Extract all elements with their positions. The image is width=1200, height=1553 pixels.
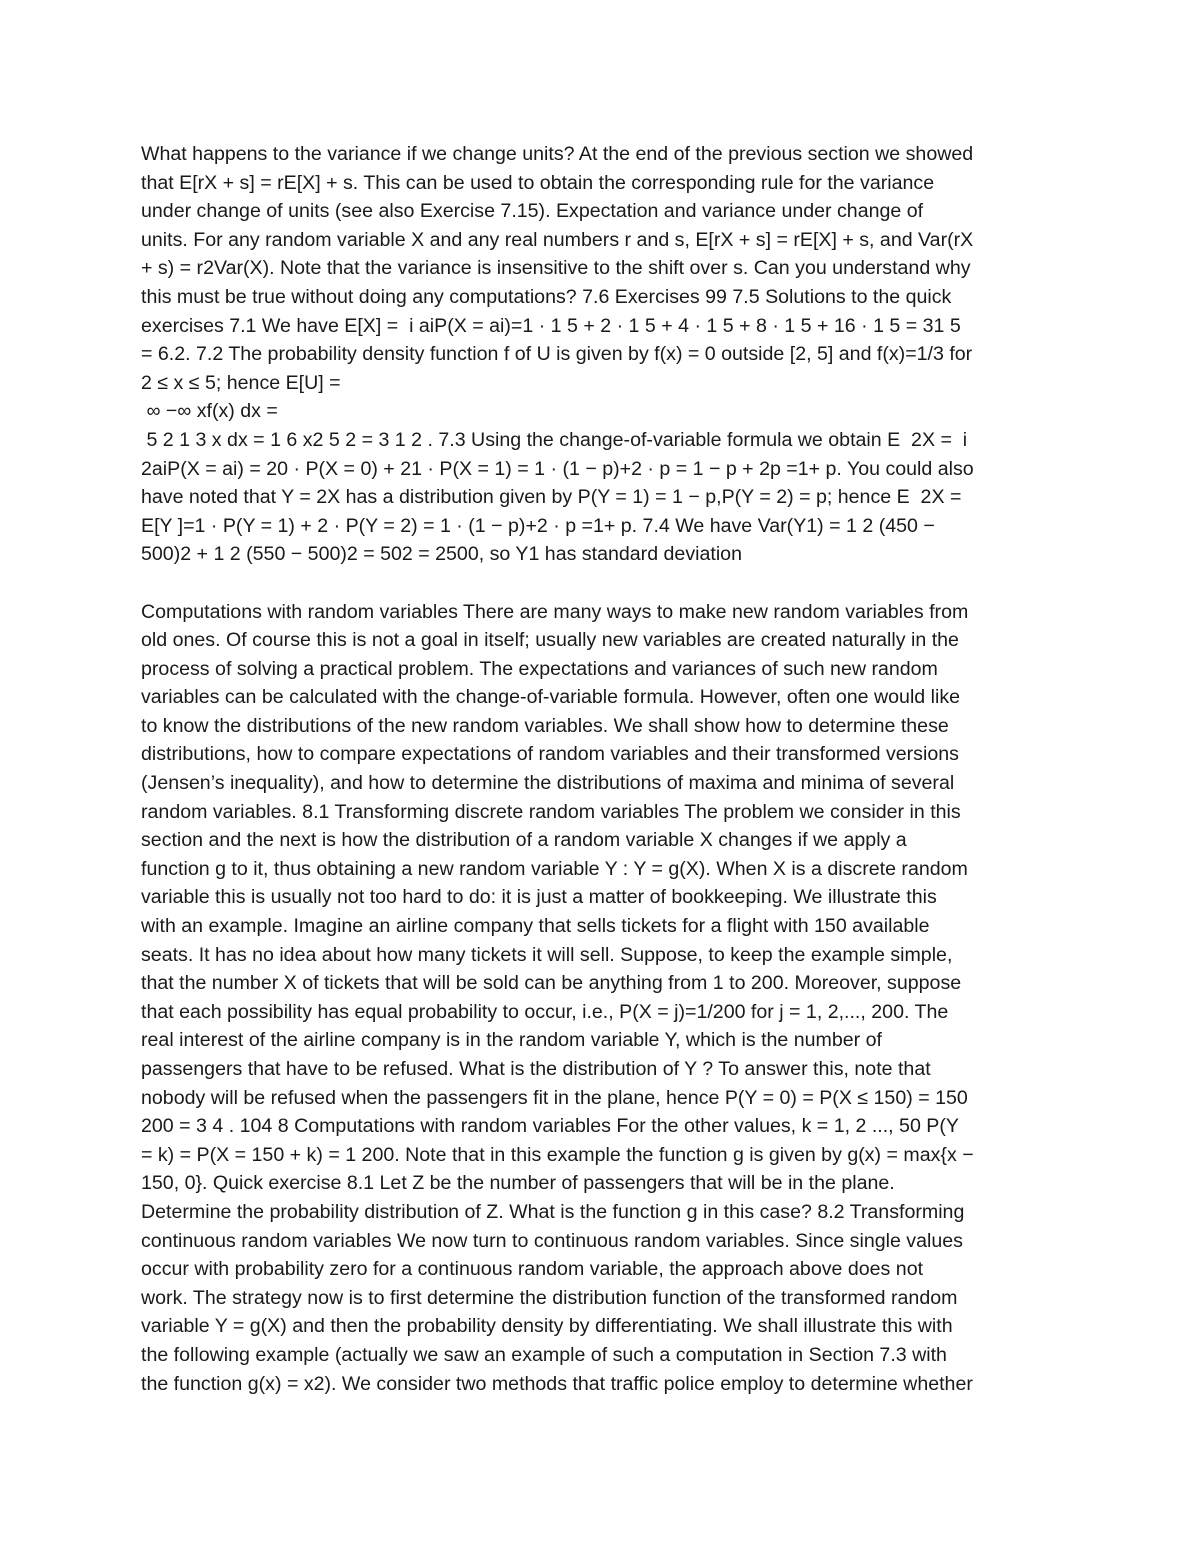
text-line: to know the distributions of the new random variables. We shall show how to determine these (141, 714, 949, 737)
text-line: random variables. 8.1 Transforming discrete random variables The problem we consider in this (141, 800, 961, 823)
text-line: work. The strategy now is to first determine the distribution function of the transformed random (141, 1286, 958, 1309)
text-line: seats. It has no idea about how many tickets it will sell. Suppose, to keep the example simple, (141, 943, 953, 966)
text-line: the function g(x) = x2). We consider two methods that traffic police employ to determine whether (141, 1372, 973, 1395)
text-line: that the number X of tickets that will be sold can be anything from 1 to 200. Moreover, suppose (141, 972, 962, 995)
text-line: units. For any random variable X and any real numbers r and s, E[rX + s] = rE[X] + s, and Var(rX (141, 228, 974, 251)
text-line: What happens to the variance if we change units? At the end of the previous section we showed (141, 143, 974, 165)
text-line: that E[rX + s] = rE[X] + s. This can be used to obtain the corresponding rule for the variance (141, 171, 935, 194)
text-line: real interest of the airline company is in the random variable Y, which is the number of (141, 1029, 882, 1052)
text-line: that each possibility has equal probability to occur, i.e., P(X = j)=1/200 for j = 1, 2,..., 200. The (141, 1000, 949, 1023)
text-line: have noted that Y = 2X has a distribution given by P(Y = 1) = 1 − p,P(Y = 2) = p; hence E 2X = (141, 486, 962, 509)
text-line: nobody will be refused when the passengers fit in the plane, hence P(Y = 0) = P(X ≤ 150) = 150 (141, 1086, 968, 1109)
text-line: E[Y ]=1 · P(Y = 1) + 2 · P(Y = 2) = 1 · (1 − p)+2 · p =1+ p. 7.4 We have Var(Y1) = 1 2 (450 − (141, 514, 935, 537)
text-line: distributions, how to compare expectations of random variables and their transformed versions (141, 743, 959, 766)
text-line: passengers that have to be refused. What is the distribution of Y ? To answer this, note that (141, 1058, 931, 1080)
text-line: 500)2 + 1 2 (550 − 500)2 = 502 = 2500, so Y1 has standard deviation (141, 543, 742, 566)
text-line: = 6.2. 7.2 The probability density function f of U is given by f(x) = 0 outside [2, 5] and f(x)=1/3 for (141, 343, 973, 366)
text-line: 150, 0}. Quick exercise 8.1 Let Z be the number of passengers that will be in the plane. (141, 1172, 895, 1195)
text-line: process of solving a practical problem. The expectations and variances of such new random (141, 657, 938, 680)
text-line: (Jensen’s inequality), and how to determine the distributions of maxima and minima of several (141, 772, 955, 795)
paragraph (141, 598, 1071, 1399)
text-line: variable Y = g(X) and then the probability density by differentiating. We shall illustrate this with (141, 1315, 953, 1338)
text-line: old ones. Of course this is not a goal in itself; usually new variables are created naturally in the (141, 629, 959, 652)
text-line: the following example (actually we saw an example of such a computation in Section 7.3 with (141, 1343, 947, 1366)
text-line: = k) = P(X = 150 + k) = 1 200. Note that in this example the function g is given by g(x) = max{x − (141, 1143, 974, 1166)
text-line: with an example. Imagine an airline company that sells tickets for a flight with 150 available (141, 915, 930, 938)
text-line: 5 2 1 3 x dx = 1 6 x2 5 2 = 3 1 2 . 7.3 Using the change-of-variable formula we obtain E 2X = i (141, 428, 968, 451)
text-line: variable this is usually not too hard to do: it is just a matter of bookkeeping. We illustrate this (141, 886, 937, 909)
text-line: occur with probability zero for a continuous random variable, the approach above does not (141, 1258, 924, 1281)
text-line: variables can be calculated with the change-of-variable formula. However, often one would like (141, 686, 961, 709)
text-line: ∞ −∞ xf(x) dx = (141, 400, 278, 423)
paragraph-gap (141, 569, 1071, 598)
paragraph (141, 140, 1071, 569)
text-line: under change of units (see also Exercise 7.15). Expectation and variance under change of (141, 200, 924, 223)
document-page (141, 140, 1071, 1398)
text-line: 200 = 3 4 . 104 8 Computations with random variables For the other values, k = 1, 2 ..., 50 P(Y (141, 1115, 959, 1138)
text-line: + s) = r2Var(X). Note that the variance is insensitive to the shift over s. Can you understand why (141, 257, 971, 280)
text-line: function g to it, thus obtaining a new random variable Y : Y = g(X). When X is a discrete random (141, 857, 968, 880)
text-line: continuous random variables We now turn to continuous random variables. Since single values (141, 1229, 963, 1252)
text-line: this must be true without doing any computations? 7.6 Exercises 99 7.5 Solutions to the quick (141, 285, 952, 308)
text-line: Determine the probability distribution of Z. What is the function g in this case? 8.2 Transforming (141, 1200, 965, 1223)
text-line: section and the next is how the distribution of a random variable X changes if we apply a (141, 829, 907, 852)
text-line: Computations with random variables There are many ways to make new random variables from (141, 600, 969, 623)
text-line: 2aiP(X = ai) = 20 · P(X = 0) + 21 · P(X = 1) = 1 · (1 − p)+2 · p = 1 − p + 2p =1+ p. You could also (141, 457, 974, 480)
text-line: 2 ≤ x ≤ 5; hence E[U] = (141, 371, 341, 394)
text-line: exercises 7.1 We have E[X] = i aiP(X = ai)=1 · 1 5 + 2 · 1 5 + 4 · 1 5 + 8 · 1 5 + 16 · 1 5 = 31 5 (141, 314, 961, 337)
